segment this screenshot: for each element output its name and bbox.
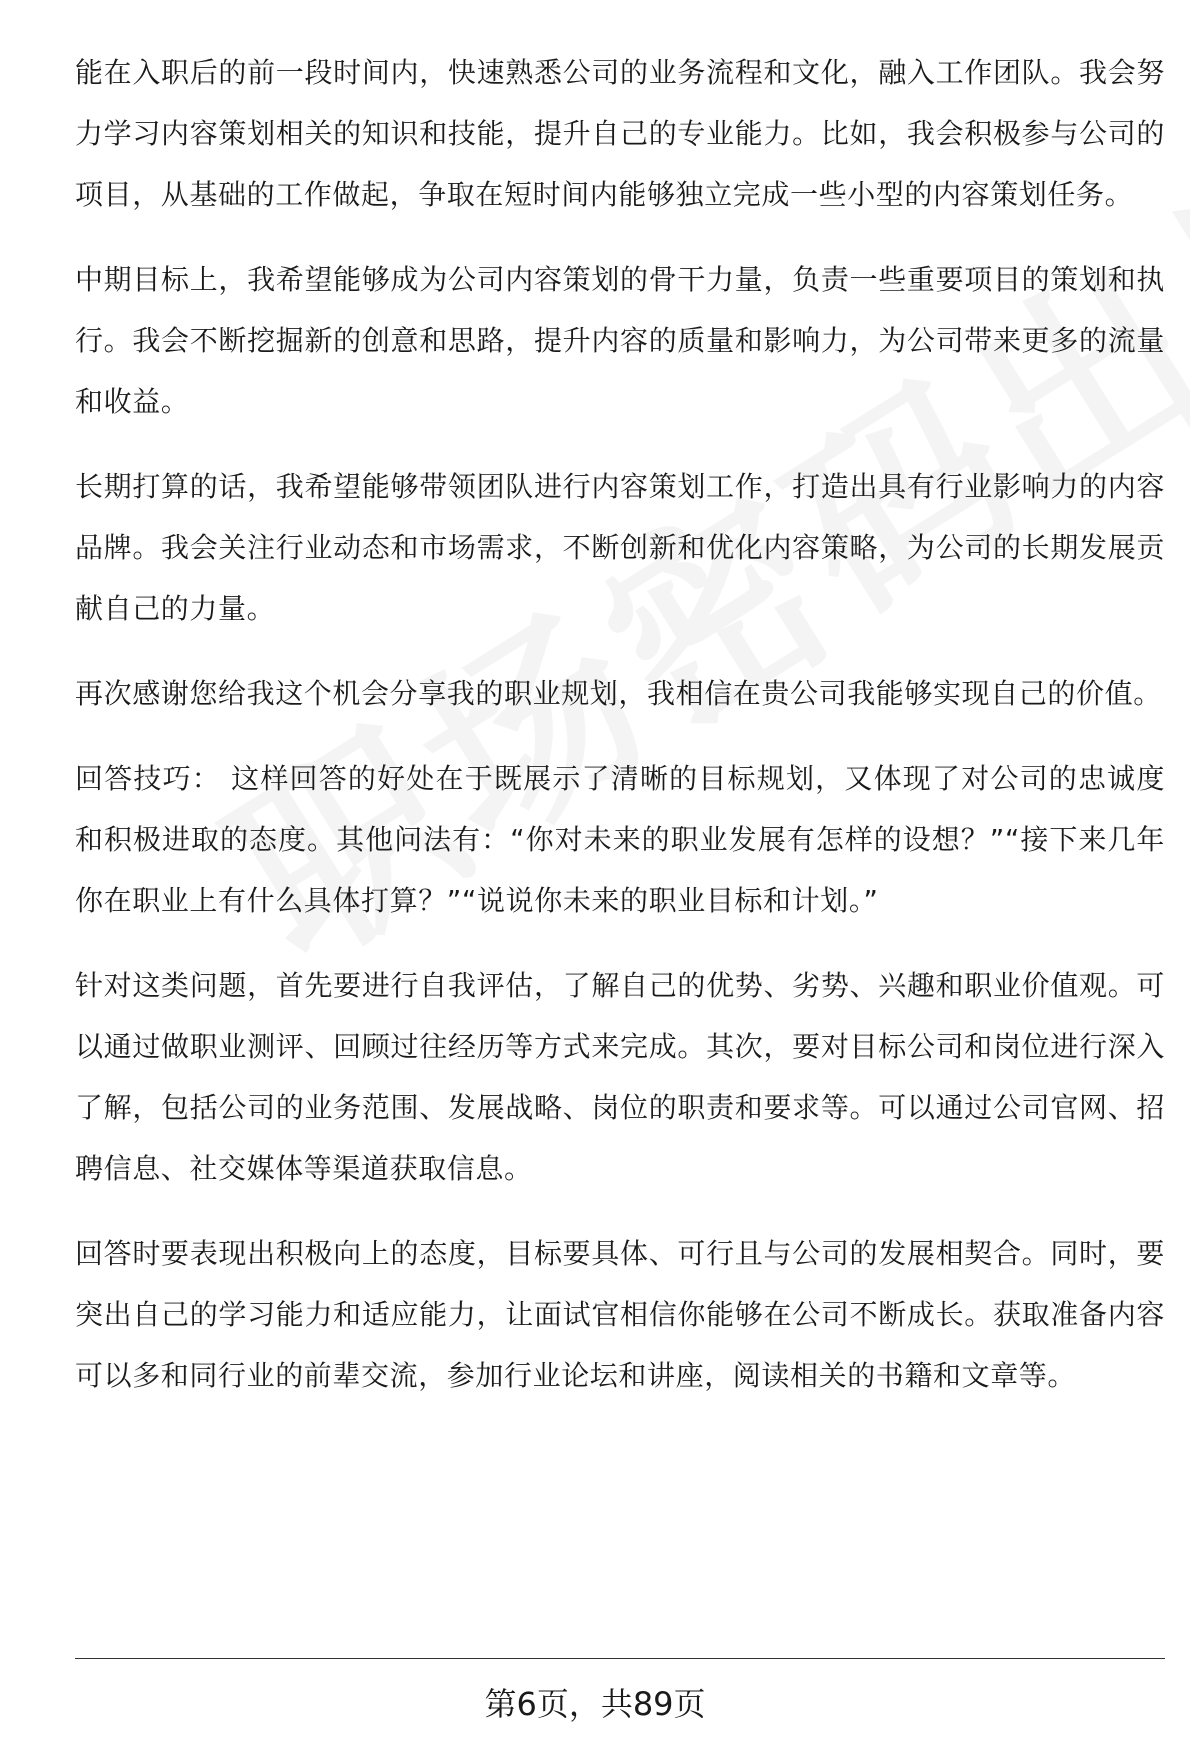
paragraph-answer-tips: 回答技巧： 这样回答的好处在于既展示了清晰的目标规划，又体现了对公司的忠诚度和积极进取的态度。其他问法有：“你对未来的职业发展有怎样的设想？”“接下来几年你在职业上有什么具体打算？”“说说你未来的职业目标和计划。” xyxy=(75,762,1165,917)
paragraph-short-term-goal: 能在入职后的前一段时间内，快速熟悉公司的业务流程和文化，融入工作团队。我会努力学习内容策划相关的知识和技能，提升自己的专业能力。比如，我会积极参与公司的项目，从基础的工作做起，争取在短时间内能够独立完成一些小型的内容策划任务。 xyxy=(75,56,1165,211)
document-body xyxy=(75,42,1165,1430)
paragraph-thanks: 再次感谢您给我这个机会分享我的职业规划，我相信在贵公司我能够实现自己的价值。 xyxy=(75,677,1162,710)
paragraph-mid-term-goal: 中期目标上，我希望能够成为公司内容策划的骨干力量，负责一些重要项目的策划和执行。我会不断挖掘新的创意和思路，提升内容的质量和影响力，为公司带来更多的流量和收益。 xyxy=(75,263,1165,418)
paragraph-long-term-goal: 长期打算的话，我希望能够带领团队进行内容策划工作，打造出具有行业影响力的内容品牌。我会关注行业动态和市场需求，不断创新和优化内容策略，为公司的长期发展贡献自己的力量。 xyxy=(75,470,1165,625)
page-number: 第6页，共89页 xyxy=(484,1685,706,1723)
paragraph-self-assessment: 针对这类问题，首先要进行自我评估，了解自己的优势、劣势、兴趣和职业价值观。可以通过做职业测评、回顾过往经历等方式来完成。其次，要对目标公司和岗位进行深入了解，包括公司的业务范围、发展战略、岗位的职责和要求等。可以通过公司官网、招聘信息、社交媒体等渠道获取信息。 xyxy=(75,969,1165,1185)
footer-divider xyxy=(75,1658,1165,1659)
paragraph-attitude: 回答时要表现出积极向上的态度，目标要具体、可行且与公司的发展相契合。同时，要突出自己的学习能力和适应能力，让面试官相信你能够在公司不断成长。获取准备内容可以多和同行业的前辈交流，参加行业论坛和讲座，阅读相关的书籍和文章等。 xyxy=(75,1237,1165,1392)
